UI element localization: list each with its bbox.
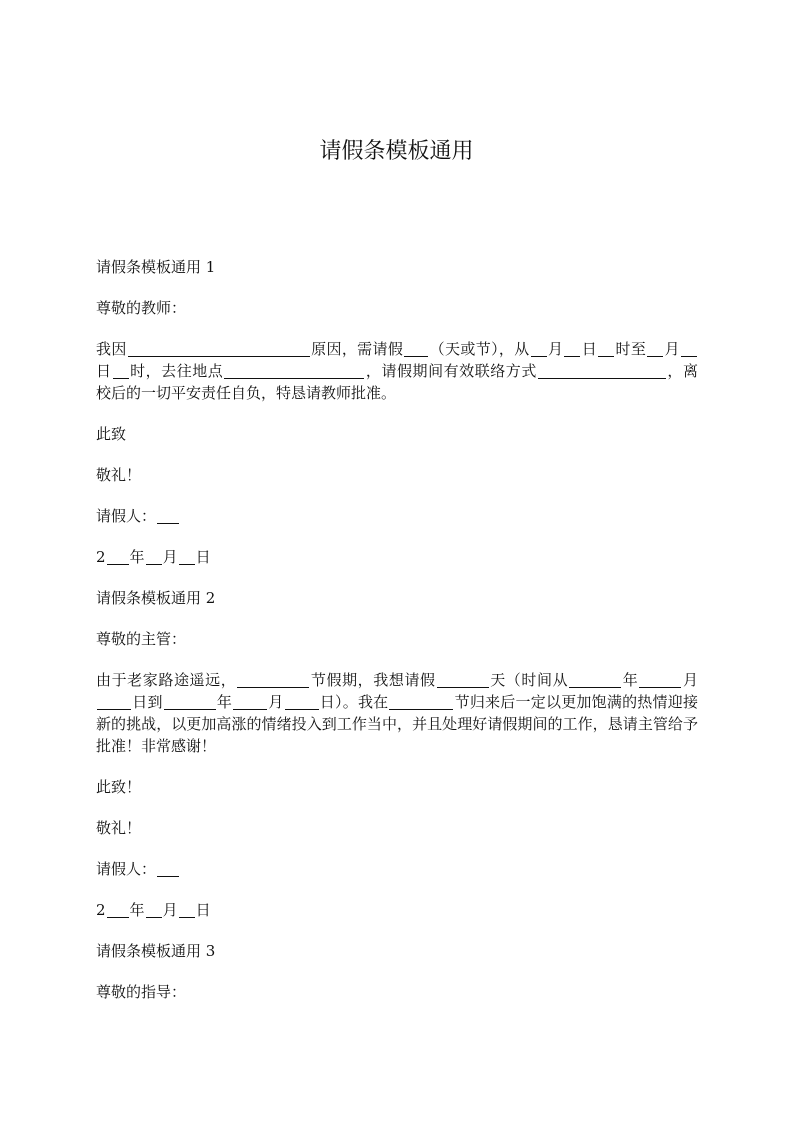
- text-fragment: 原因，需请假: [310, 340, 404, 358]
- blank-line: [437, 671, 489, 688]
- blank-line: [237, 671, 309, 688]
- blank-line: [107, 901, 129, 918]
- blank-line: [179, 901, 195, 918]
- date-month: 月: [162, 901, 178, 919]
- section2-paragraph: [96, 669, 698, 757]
- blank-line: [598, 340, 614, 357]
- text-fragment: ，请假期间有效联络方式: [365, 362, 537, 380]
- section2-date: [96, 899, 698, 921]
- blank-line: [681, 340, 697, 357]
- section2-closing-1: 此致！: [96, 778, 142, 796]
- text-fragment: 日: [96, 362, 112, 380]
- date-year: 年: [129, 548, 145, 566]
- section1-date: [96, 546, 698, 568]
- blank-line: [146, 548, 162, 565]
- date-prefix: 2: [96, 901, 106, 919]
- section1-paragraph: [96, 338, 698, 404]
- text-fragment: 年: [216, 693, 233, 711]
- section3-heading: 请假条模板通用 3: [96, 942, 216, 960]
- blank-line: [97, 693, 131, 710]
- blank-line: [107, 548, 129, 565]
- section2-heading: 请假条模板通用 2: [96, 589, 216, 607]
- text-fragment: （天或节），从: [429, 340, 530, 358]
- date-day: 日: [195, 548, 211, 566]
- section3-salutation: 尊敬的指导：: [96, 983, 187, 1001]
- text-fragment: 日到: [132, 693, 163, 711]
- blank-line: [113, 362, 129, 379]
- text-fragment: ，离校后的一切平安责任自负，特恳请教师批准。: [96, 362, 698, 402]
- text-fragment: 天（时间从: [489, 671, 569, 689]
- blank-line: [647, 340, 663, 357]
- blank-line: [146, 901, 162, 918]
- text-fragment: 时，去往地点: [129, 362, 224, 380]
- blank-line: [224, 362, 364, 379]
- blank-line: [531, 340, 547, 357]
- document-title: 请假条模板通用: [319, 139, 474, 164]
- blank-line: [538, 362, 666, 379]
- section2-signer: [96, 858, 698, 880]
- text-fragment: 时至: [615, 340, 647, 358]
- section1-closing-2: 敬礼！: [96, 466, 142, 484]
- text-fragment: 月: [682, 671, 698, 689]
- text-fragment: 年: [622, 671, 639, 689]
- blank-line: [233, 693, 267, 710]
- section2-salutation: 尊敬的主管：: [96, 630, 187, 648]
- document-body: [96, 256, 698, 1003]
- date-day: 日: [195, 901, 211, 919]
- signer-label: 请假人：: [96, 507, 157, 525]
- text-fragment: 月: [664, 340, 680, 358]
- blank-line: [285, 693, 319, 710]
- text-fragment: 月: [547, 340, 564, 358]
- text-fragment: 月: [268, 693, 284, 711]
- signer-label: 请假人：: [96, 860, 157, 878]
- blank-line: [564, 340, 580, 357]
- text-fragment: 由于老家路途遥远，: [96, 671, 237, 689]
- text-fragment: 节假期，我想请假: [310, 671, 436, 689]
- section1-salutation: 尊敬的教师：: [96, 299, 187, 317]
- blank-line: [157, 860, 179, 877]
- blank-line: [569, 671, 621, 688]
- text-fragment: 我因: [96, 340, 127, 358]
- text-fragment: 日: [581, 340, 598, 358]
- date-month: 月: [162, 548, 178, 566]
- blank-line: [404, 340, 428, 357]
- section2-closing-2: 敬礼！: [96, 819, 142, 837]
- blank-line: [128, 340, 310, 357]
- section1-closing-1: 此致: [96, 425, 127, 443]
- date-prefix: 2: [96, 548, 106, 566]
- text-fragment: 节归来后一定以更加饱满的热情迎接新的挑战，以更加高涨的情绪投入到工作当中，并且处理好请假期间的工作，恳请主管给予批准！非常感谢！: [96, 693, 698, 755]
- section1-signer: [96, 505, 698, 527]
- blank-line: [639, 671, 681, 688]
- blank-line: [179, 548, 195, 565]
- blank-line: [164, 693, 216, 710]
- blank-line: [389, 693, 453, 710]
- date-year: 年: [129, 901, 145, 919]
- section1-heading: 请假条模板通用 1: [96, 258, 216, 276]
- text-fragment: 日）。我在: [319, 693, 389, 711]
- blank-line: [157, 507, 179, 524]
